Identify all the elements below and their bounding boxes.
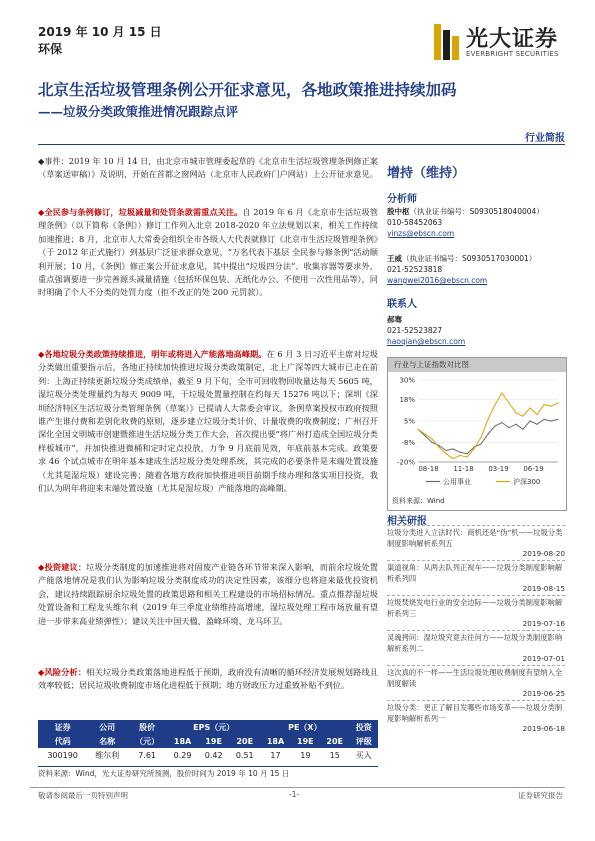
related-divider [387, 700, 565, 701]
table-header-cell: EPS（元） [167, 720, 260, 734]
data-point [501, 393, 502, 394]
x-tick-label: 03-19 [488, 465, 509, 473]
contact-email[interactable]: haoqian@ebscn.com [387, 337, 466, 346]
contact-name: 郝骞 [387, 315, 402, 324]
y-tick-label: -8% [401, 438, 415, 447]
related-divider [387, 595, 565, 596]
analyst-cert: （执业证书编号：S0930517030001） [402, 254, 537, 263]
data-point [473, 448, 474, 449]
data-point [515, 424, 516, 425]
table-header-cell: 股价 [127, 720, 167, 734]
data-point [522, 415, 523, 416]
table-row [38, 748, 378, 762]
y-tick-label: 5% [403, 417, 415, 426]
analyst-cert: （执业证书编号：S0930518040004） [409, 207, 544, 216]
related-date: 2019-06-25 [522, 689, 565, 698]
related-date: 2019-06-18 [522, 724, 565, 733]
data-point [459, 455, 460, 456]
logo [432, 20, 562, 70]
table-header-cell: 20E [320, 734, 349, 748]
table-header-cell: 代码 [38, 734, 87, 748]
table-header-cell: 投资 [349, 720, 378, 734]
data-point [417, 429, 418, 430]
related-date: 2019-08-20 [522, 549, 565, 558]
data-point [466, 456, 467, 457]
y-tick-label: 18% [399, 396, 415, 405]
data-point [431, 442, 432, 443]
legend-label: 公用事业 [443, 478, 471, 486]
table-cell: 买入 [355, 750, 372, 760]
report-type-label: 行业简报 [525, 133, 565, 144]
x-tick-label: 11-18 [453, 465, 474, 473]
title-divider [38, 144, 565, 145]
data-point [459, 452, 460, 453]
policy-paragraph [38, 348, 378, 495]
data-point [536, 414, 537, 415]
data-point [438, 447, 439, 448]
y-tick-label: -20% [396, 458, 415, 467]
legend-label: 沪深300 [513, 478, 541, 486]
data-point [543, 419, 544, 420]
table-header-cell: 18A [260, 734, 290, 748]
data-point [515, 412, 516, 413]
related-item[interactable]: 渠道视角：从两去队列正视车——垃圾分类制度影响解析系列四 [387, 563, 563, 583]
risk-heading: ◆风险分析： [38, 667, 87, 677]
table-cell: 17 [270, 750, 281, 760]
valuation-table [38, 720, 378, 762]
table-cell: 7.61 [138, 750, 156, 760]
data-point [424, 435, 425, 436]
series-line [418, 393, 558, 459]
table-divider [38, 766, 378, 767]
investment-text: 垃圾分类制度的加速推进将对固废产业链各环节带来深入影响，而前余垃圾处置产能落地情况是我们认为影响垃圾分类制度成功的决定性因素，该细分也将迎来最优投资机会，建议持续跟踪厨余垃圾处置的政策思路和相关工程建设的市场招标情况。重点推荐湿垃圾处置设备和工程龙头维尔利（2019 年三季度业绩维持高增速，湿垃圾处理工程市场放量有望进一步带来高业绩弹性）；建议关注中国天楹、盈峰环境、龙马环卫。 [38, 562, 378, 626]
policy-text: 在 6 月 3 日习近平主席对垃圾分类做出重要指示后，各地正持续加快推进垃圾分类政策制定，北上广深等四大城市已走在前列：上海正持续更新垃圾分类成绩单，截至 9 月下旬，全市可回收物回收量达每天 5605 吨，湿垃圾分类处理量约为每天 9009 吨，干垃圾处置量控制在约每天 15276 吨以下；深圳《深圳经济特区生活垃圾分类管理条例（草案）》已提请人大常委会审议，条例草案授权市政府按照谁产生谁付费和差别化收费的原则，逐步建立垃圾分类计价、计量收费的收费制度；广州召开深化全国文明城市创建暨推进生活垃圾分类工作大会，首次提出要“将广州打造成全国垃圾分类样板城市”，并加快推进微桶和定时定点投放，力争 9 月底前见效，年底前基本完成。政策要求 46 个试点城市在明年基本建成生活垃圾分类处理系统，其完成的必要条件是末端处置设施（尤其是湿垃圾）建设完善；随着各地方政府加快推进项目前期手续办理和落实项目投资，我们认为明年将迎来末端处置设施（尤其是湿垃圾）产能落地的高峰期。 [38, 349, 378, 494]
x-tick-label: 06-19 [523, 465, 544, 473]
table-cell: 15 [329, 750, 340, 760]
related-date: 2019-08-15 [522, 584, 565, 593]
table-source: 资料来源：Wind，光大证券研究所预测，股价时间为 2019 年 10 月 15 日 [38, 769, 290, 778]
data-point [550, 420, 551, 421]
data-point [452, 458, 453, 459]
table-cell: 19 [300, 750, 311, 760]
related-divider [387, 665, 565, 666]
policy-heading: ◆各地垃圾分类政策持续推进，明年或将进入产能落地高峰期。 [38, 349, 267, 359]
data-point [445, 453, 446, 454]
analyst-email[interactable]: yinzs@ebscn.com [387, 229, 455, 238]
data-point [480, 443, 481, 444]
report-date: 2019 年 10 月 15 日 [38, 25, 162, 39]
data-point [522, 429, 523, 430]
event-paragraph [38, 155, 378, 182]
analyst-1 [387, 206, 544, 239]
data-point [494, 425, 495, 426]
data-point [487, 434, 488, 435]
table-cell: 300190 [47, 750, 78, 760]
data-point [557, 402, 558, 403]
rating-label: 增持（维持） [387, 166, 466, 181]
data-point [501, 422, 502, 423]
table-cell: 0.42 [204, 750, 223, 760]
data-point [424, 434, 425, 435]
analyst-name: 王威 [387, 254, 402, 263]
footer-divider [30, 787, 565, 788]
table-cell: 0.51 [235, 750, 254, 760]
related-date: 2019-07-01 [522, 654, 565, 663]
data-point [508, 427, 509, 428]
data-point [466, 453, 467, 454]
data-point [431, 438, 432, 439]
table-header-cell: 名称 [87, 734, 127, 748]
investment-heading: ◆投资建议： [38, 562, 87, 572]
related-item[interactable]: 灵魂拷问：湿垃圾究竟去往何方——垃圾分类制度影响解析系列二 [387, 633, 563, 653]
table-header-cell: 18A [167, 734, 198, 748]
analyst-email[interactable]: wangwei2016@ebscn.com [387, 276, 488, 285]
analyst-phone: 021-52523818 [387, 265, 443, 274]
table-header-cell: 20E [229, 734, 260, 748]
table-header-row [38, 734, 378, 748]
comparison-chart [387, 357, 567, 511]
data-point [480, 437, 481, 438]
table-cell: 0.29 [173, 750, 192, 760]
page-number: -1- [289, 790, 300, 799]
logo-subtext: EVERBRIGHT SECURITIES [466, 50, 559, 58]
chart-title: 行业与上证指数对比图 [388, 358, 566, 372]
logo-text: 光大证券 [466, 26, 559, 52]
table-cell: 维尔利 [95, 750, 120, 760]
industry-label: 环保 [38, 42, 63, 56]
chart-source: 资料来源：Wind [392, 497, 445, 505]
related-heading: 相关研报 [387, 516, 427, 527]
table-header-cell: 19E [198, 734, 229, 748]
page-title: 北京生活垃圾管理条例公开征求意见，各地政策推进持续加码 [38, 81, 457, 99]
data-point [452, 448, 453, 449]
analyst-2 [387, 253, 536, 286]
revision-heading: ◆全民参与条例修订，垃圾减量和处罚条款需重点关注。 [38, 207, 243, 217]
data-point [508, 402, 509, 403]
data-point [536, 424, 537, 425]
analyst-heading: 分析师 [387, 194, 417, 205]
table-header-cell: 证券 [38, 720, 87, 734]
revision-text: 自 2019 年 6 月《北京市生活垃圾管理条例》（以下简称《条例》）修订工作列入北京 2018-2020 年立法规划以来，相关工作持续加速推进；8 月，北京市人大常委会组织全市各级人大代表就修订《北京市生活垃圾管理条例》（于 2012 年正式施行）到基层广泛征求群众意见，“万名代表下基层 全民参与修条例”活动顺利开展；10 月，《条例》修正案公开征求意见，其中提出“垃圾四分法”、收集容器等要求外，重点强调要进一步完善源头减量措施（包括环保包装、无纸化办公、不使用一次性用品等），同时明确了个人不分类的处罚力度（拒不改正的处 200 元罚款）。 [38, 207, 378, 298]
related-divider [387, 630, 565, 631]
report-body [38, 150, 378, 790]
table-header-cell: 19E [291, 734, 320, 748]
contact-heading: 联系人 [387, 299, 417, 310]
footer-disclaimer[interactable]: 敬请参阅最后一页特别声明 [38, 791, 128, 800]
related-divider [387, 560, 565, 561]
investment-paragraph [38, 561, 378, 628]
related-date: 2019-07-16 [522, 619, 565, 628]
related-item[interactable]: 这次真的不一样——生活垃圾处理收费制度有望纳入全制度解读 [387, 668, 563, 688]
data-point [543, 404, 544, 405]
y-tick-label: 30% [399, 376, 415, 385]
data-point [550, 406, 551, 407]
data-point [445, 450, 446, 451]
table-header-cell: PE（X） [260, 720, 349, 734]
contact [387, 314, 465, 347]
table-header-cell: 评级 [349, 734, 378, 748]
analyst-phone: 010-58452063 [387, 218, 443, 227]
related-divider [387, 525, 565, 526]
risk-text: 相关垃圾分类政策落地进程低于预期，政府没有清晰的循环经济发展规划路线且效率较低；居民垃圾收费制度市场化进程低于预期；地方财政压力过重致补贴不到位。 [38, 667, 378, 691]
related-item[interactable]: 垃圾分类进入立法时代：商机还是“伪”机——垃圾分类制度影响解析系列五 [387, 528, 563, 548]
risk-paragraph [38, 666, 378, 693]
revision-paragraph [38, 206, 378, 300]
table-header-row [38, 720, 378, 734]
data-point [494, 404, 495, 405]
brand-icon [432, 24, 460, 60]
contact-phone: 021-52523827 [387, 326, 443, 335]
data-point [487, 419, 488, 420]
table-header-cell: （元） [127, 734, 167, 748]
page-subtitle: ——垃圾分类政策推进情况跟踪点评 [38, 104, 239, 119]
footer-label: 证券研究报告 [518, 791, 563, 800]
data-point [529, 420, 530, 421]
analyst-name: 殷中枢 [387, 207, 410, 216]
chart-plot [388, 372, 566, 494]
x-tick-label: 08-18 [418, 465, 439, 473]
data-point [557, 419, 558, 420]
data-point [529, 407, 530, 408]
related-item[interactable]: 垃圾焚烧发电行业的安全边际——垃圾分类制度影响解析系列三 [387, 598, 563, 618]
table-header-cell: 公司 [87, 720, 127, 734]
related-item[interactable]: 垃圾分类：更正了解目发哪些市场变革——垃圾分类制度影响解析系列一 [387, 703, 563, 723]
event-text: ◆事件：2019 年 10 月 14 日，由北京市城市管理委起草的《北京市生活垃圾管理条例修正案（草案送审稿）》及说明，开始在首都之窗网站（北京市人民政府门户网站）上公开征求意见。 [38, 156, 378, 180]
